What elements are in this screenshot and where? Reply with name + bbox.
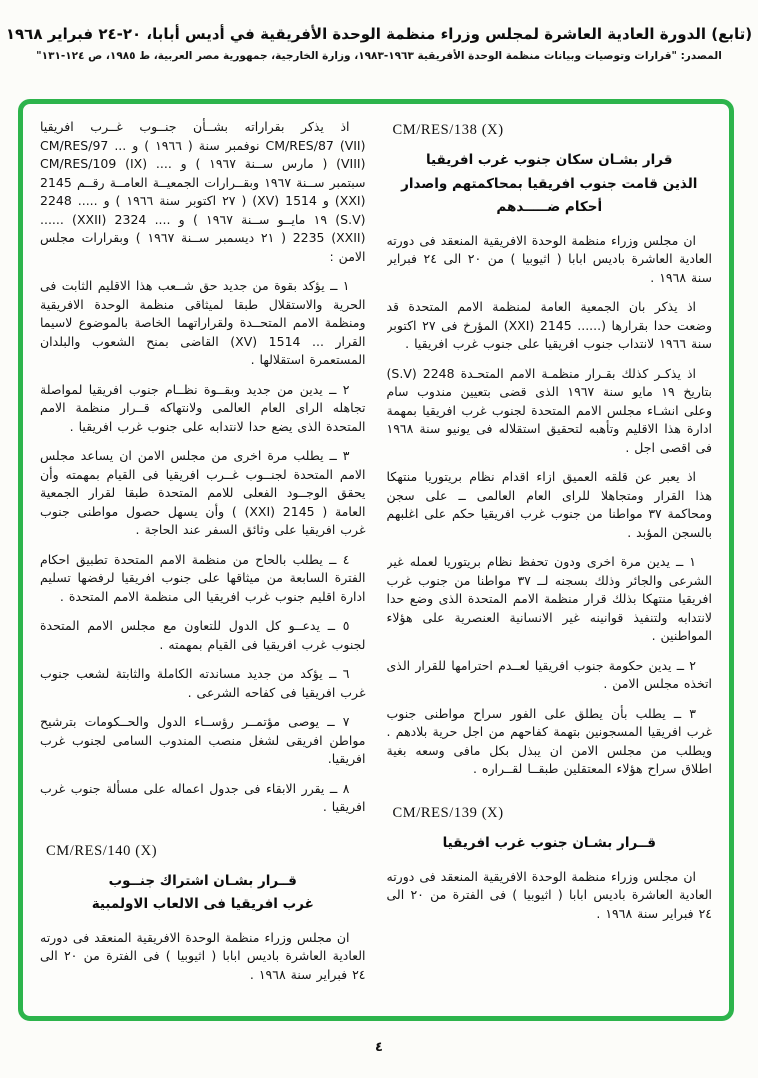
paragraph: ٣ ــ يطلب بأن يطلق على الفور سراح مواطنى جنوب غرب افريقيا المسجونين بتهمة كفاحهم من اجل حرية بلادهم . ويطلب من مجلس الامن ان يبذل بكل مافى وسعه بغية اطلاق سراح هؤلاء المعتقلين طبقــا لقــراره .: [386, 705, 712, 777]
paragraph: اذ يذكر بان الجمعية العامة لمنظمة الامم المتحدة قد وضعت حدا بقرارها (...... 2145 (XXI) المؤرخ فى ٢٧ اكتوبر سنة ١٩٦٦ لانتداب جنوب افريقيا على جنوب غرب افريقيا .: [386, 299, 712, 352]
paragraph: ٥ ــ يدعــو كل الدول للتعاون مع مجلس الامم المتحدة لجنوب غرب افريقيا فى القيام بمهمته .: [40, 618, 366, 652]
paragraph: ٢ ــ يدين من جديد وبقــوة نظــام جنوب افريقيا لمواصلة تجاهله الراى العام العالمى ولانتهاكه قــرار منظمة الامم المتحدة الذى يضع حدا لانتدابه على جنوب غرب افريقيا .: [40, 381, 366, 434]
page-number: ٤: [375, 1040, 383, 1055]
resolution-ref-label: CM/RES/138 (X): [392, 122, 504, 138]
page-header: [0, 24, 758, 62]
paragraph: اذ يعبر عن قلقه العميق ازاء اقدام نظام بريتوريا منتهكا هذا القرار ومتجاهلا للراى العام العالمى ــ على سجن ومحاكمة ٣٧ مواطنا من جنوب غرب افريقيا حكم على اغلبهم بالسجن المؤبد .: [386, 469, 712, 540]
resolution-title: قــرار بشـان جنوب غرب افريقيا: [442, 834, 656, 851]
paragraph: اذ يذكـر كذلك بقـرار منظمـة الامم المتحـدة 2248 (S.V) بتاريخ ١٩ مايو سنة ١٩٦٧ الذى قضى بتعيين مندوب سام وعلى انشـاء مجلس الامم المتحدة لجنوب غرب افريقيا بمهمة ادارة هذا الاقليم وتأهبه لتحقيق استقلاله فى يونيو سنة ١٩٦٨ فى اقصى اجل .: [386, 365, 712, 455]
paragraph: اذ يذكر بقراراته بشــأن جنــوب غــرب افريقيا CM/RES/87 (VII) نوفمبر سنة ( ١٩٦٦ ) و ... CM/RES/97 (VIII) ( مارس ســنة ١٩٦٧ ) و .... CM/RES/109 (IX) سبتمبر ســنة ١٩٦٧ وبقــرارات الجمعيــة العامــة رقــم 2145 (XXI) و 1514 (XV) ( ٢٧ اكتوبر سنة ١٩٦٦ ) و ..... 2248 (S.V) ١٩ مايــو ســنة ١٩٦٧ ) و .... 2324 (XXII) ...... 2235 (XXII) ( ٢١ ديسمبر ســنة ١٩٦٧ ) وبقرارات مجلس الامن :: [40, 119, 366, 264]
session-title: (تابع) الدورة العادية العاشرة لمجلس وزراء منظمة الوحدة الأفريقية في أديس أبابا، ٢٠-٢٤ فبراير ١٩٦٨: [5, 25, 753, 43]
paragraph: ٣ ــ يطلب مرة اخرى من مجلس الامن ان يساعد مجلس الامم المتحدة لجنــوب غــرب افريقيا فى القيام بمهمته وأن يحقق الوجــود الفعلى للامم المتحدة طبقا لقرار الجمعية العامة ( 2145 (XXI) ) وأن يسهل حصول مواطنى جنوب غرب افريقيا على وثائق السفر عند الحاجة .: [40, 448, 366, 537]
resolution-title: قرار بشـان سكان جنوب غرب افريقيا الذين قامت جنوب افريقيا بمحاكمتهم واصدار أحكام ضـــــدهم: [401, 152, 698, 216]
paragraph: ٧ ــ يوصى مؤتمــر رؤســاء الدول والحــكومات بترشيح مواطن افريقى لشغل منصب المندوب السامى لجنوب غرب افريقيا.: [40, 714, 366, 766]
paragraph: ٢ ــ يدين حكومة جنوب افريقيا لعــدم احترامها للقرار الذى اتخذه مجلس الامن .: [386, 657, 712, 692]
two-column-layout: [23, 104, 729, 1016]
paragraph: ١ ــ يؤكد بقوة من جديد حق شــعب هذا الاقليم الثابت فى الحرية والاستقلال طبقا لميثاقى منظمة الوحدة الافريقية ومنظمة الامم المتحــدة ولقراراتهما الخاصة بالموضوع لاسيما القرار ... 1514 (XV) القاضى بمنح الشعوب والبلدان المستعمرة استقلالها .: [40, 278, 366, 367]
resolution-ref-label: CM/RES/140 (X): [46, 842, 158, 859]
paragraph: ٦ ــ يؤكد من جديد مساندته الكاملة والثابتة لشعب جنوب غرب افريقيا فى كفاحه الشرعى .: [40, 666, 366, 700]
green-border-frame: [18, 99, 734, 1021]
paragraph: ١ ــ يدين مرة اخرى ودون تحفظ نظام بريتوريا لعمله غير الشرعى والجائر وذلك بسجنه لــ ٣٧ مواطنا من جنوب غرب افريقيا منتهكا بذلك قرار منظمة الامم المتحدة الذى وضع حدا لانتدابه ولتنفيذ قوانينه غير الانسانية العنصرية على هؤلاء المواطنين .: [386, 554, 712, 644]
column-left: [40, 118, 366, 1006]
paragraph: ان مجلس وزراء منظمة الوحدة الافريقية المنعقد فى دورته العادية العاشرة باديس ابابا ( اثيوبيا ) فى الفترة من ٢٠ الى ٢٤ فبراير سنة ١٩٦٨ .: [40, 929, 366, 982]
resolution-ref-label: CM/RES/139 (X): [392, 804, 504, 821]
paragraph: ان مجلس وزراء منظمة الوحدة الافريقية المنعقد فى دورته العادية العاشرة باديس ابابا ( اثيوبيا ) من ٢٠ الى ٢٤ فبراير سنة ١٩٦٨ .: [386, 232, 712, 285]
paragraph: ٤ ــ يطلب بالحاح من منظمة الامم المتحدة تطبيق احكام الفترة السابعة من ميثاقها على جنوب افريقيا لرفضها تسليم ادارة اقليم جنوب غرب افريقيا الى منظمة الامم المتحدة .: [40, 551, 366, 604]
paragraph: ٨ ــ يقرر الابقاء فى جدول اعماله على مسألة جنوب غرب افريقيا .: [40, 780, 366, 814]
column-right: [387, 118, 713, 1006]
source-citation: المصدر: "قرارات وتوصيات وبيانات منظمة الوحدة الأفريقية ١٩٦٣-١٩٨٣، وزارة الخارجية، جمهورية مصر العربية، ط ١٩٨٥، ص ١٢٤-١٣١": [36, 50, 722, 62]
paragraph: ان مجلس وزراء منظمة الوحدة الافريقية المنعقد فى دورته العادية العاشرة باديس ابابا ( اثيوبيا ) فى الفترة من ٢٠ الى ٢٤ فبراير سنة ١٩٦٨ .: [386, 868, 712, 921]
resolution-title: قــرار بشـان اشتراك جنــوب غرب افريقيا فى الالعاب الاولمبية: [91, 872, 314, 913]
